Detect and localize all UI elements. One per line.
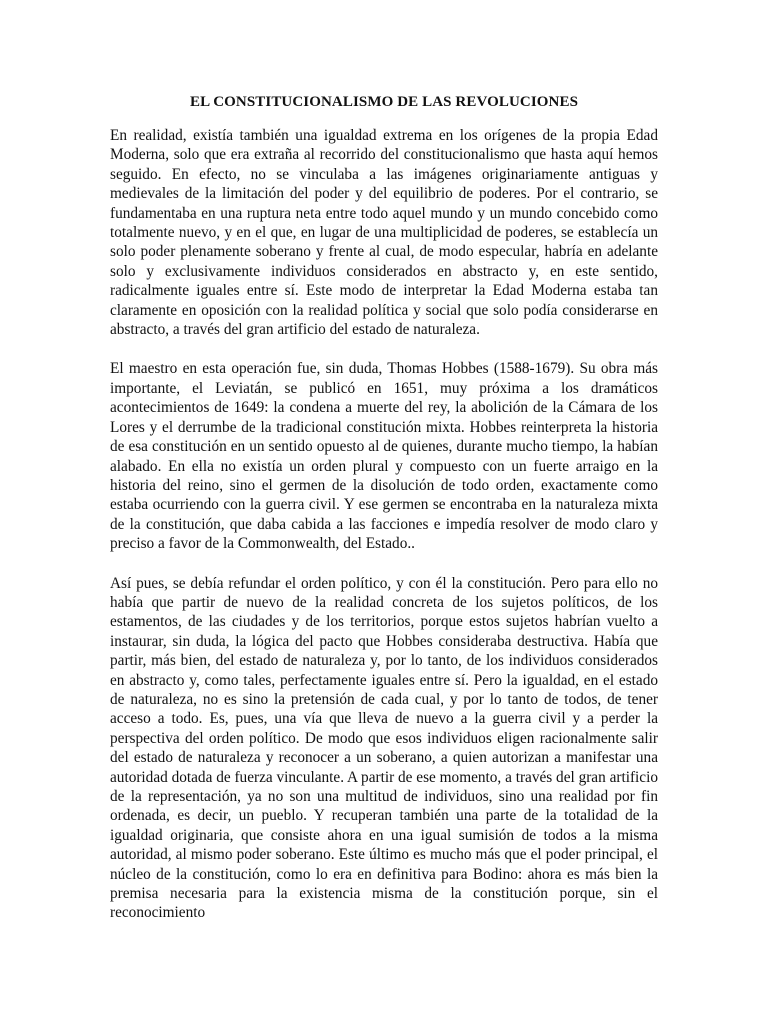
document-page xyxy=(110,92,658,943)
document-title: EL CONSTITUCIONALISMO DE LAS REVOLUCIONES xyxy=(189,94,579,110)
paragraph-3: Así pues, se debía refundar el orden político, y con él la constitución. Pero para ello no había que partir de nuevo de la realidad concreta de los sujetos políticos, de los estamentos, de las ciudades y de los territorios, porque estos sujetos habrían vuelto a instaurar, sin duda, la lógica del pacto que Hobbes consideraba destructiva. Había que partir, más bien, del estado de naturaleza y, por lo tanto, de los individuos considerados en abstracto y, como tales, perfectamente iguales entre sí. Pero la igualdad, en el estado de naturaleza, no es sino la pretensión de cada cual, y por lo tanto de todos, de tener acceso a todo. Es, pues, una vía que lleva de nuevo a la guerra civil y a perder la perspectiva del orden político. De modo que esos individuos eligen racionalmente salir del estado de naturaleza y reconocer a un soberano, a quien autorizan a manifestar una autoridad dotada de fuerza vinculante. A partir de ese momento, a través del gran artificio de la representación, ya no son una multitud de individuos, sino una realidad por fin ordenada, es decir, un pueblo. Y recuperan también una parte de la totalidad de la igualdad originaria, que consiste ahora en una igual sumisión de todos a la misma autoridad, al mismo poder soberano. Este último es mucho más que el poder principal, el núcleo de la constitución, como lo era en definitiva para Bodino: ahora es más bien la premisa necesaria para la existencia misma de la constitución porque, sin el reconocimiento xyxy=(110,574,658,922)
paragraph-2: El maestro en esta operación fue, sin duda, Thomas Hobbes (1588-1679). Su obra más importante, el Leviatán, se publicó en 1651, muy próxima a los dramáticos acontecimientos de 1649: la condena a muerte del rey, la abolición de la Cámara de los Lores y el derrumbe de la tradicional constitución mixta. Hobbes reinterpreta la historia de esa constitución en un sentido opuesto al de quienes, durante mucho tiempo, la habían alabado. En ella no existía un orden plural y compuesto con un fuerte arraigo en la historia del reino, sino el germen de la disolución de todo orden, exactamente como estaba ocurriendo con la guerra civil. Y ese germen se encontraba en la naturaleza mixta de la constitución, que daba cabida a las facciones e impedía resolver de modo claro y preciso a favor de la Commonwealth, del Estado.. xyxy=(110,360,658,553)
paragraph-1: En realidad, existía también una igualdad extrema en los orígenes de la propia Edad Moderna, solo que era extraña al recorrido del constitucionalismo que hasta aquí hemos seguido. En efecto, no se vinculaba a las imágenes originariamente antiguas y medievales de la limitación del poder y del equilibrio de poderes. Por el contrario, se fundamentaba en una ruptura neta entre todo aquel mundo y un mundo concebido como totalmente nuevo, y en el que, en lugar de una multiplicidad de poderes, se establecía un solo poder plenamente soberano y frente al cual, de modo especular, habría en adelante solo y exclusivamente individuos considerados en abstracto y, en este sentido, radicalmente iguales entre sí. Este modo de interpretar la Edad Moderna estaba tan claramente en oposición con la realidad política y social que solo podía considerarse en abstracto, a través del gran artificio del estado de naturaleza. xyxy=(110,127,658,339)
